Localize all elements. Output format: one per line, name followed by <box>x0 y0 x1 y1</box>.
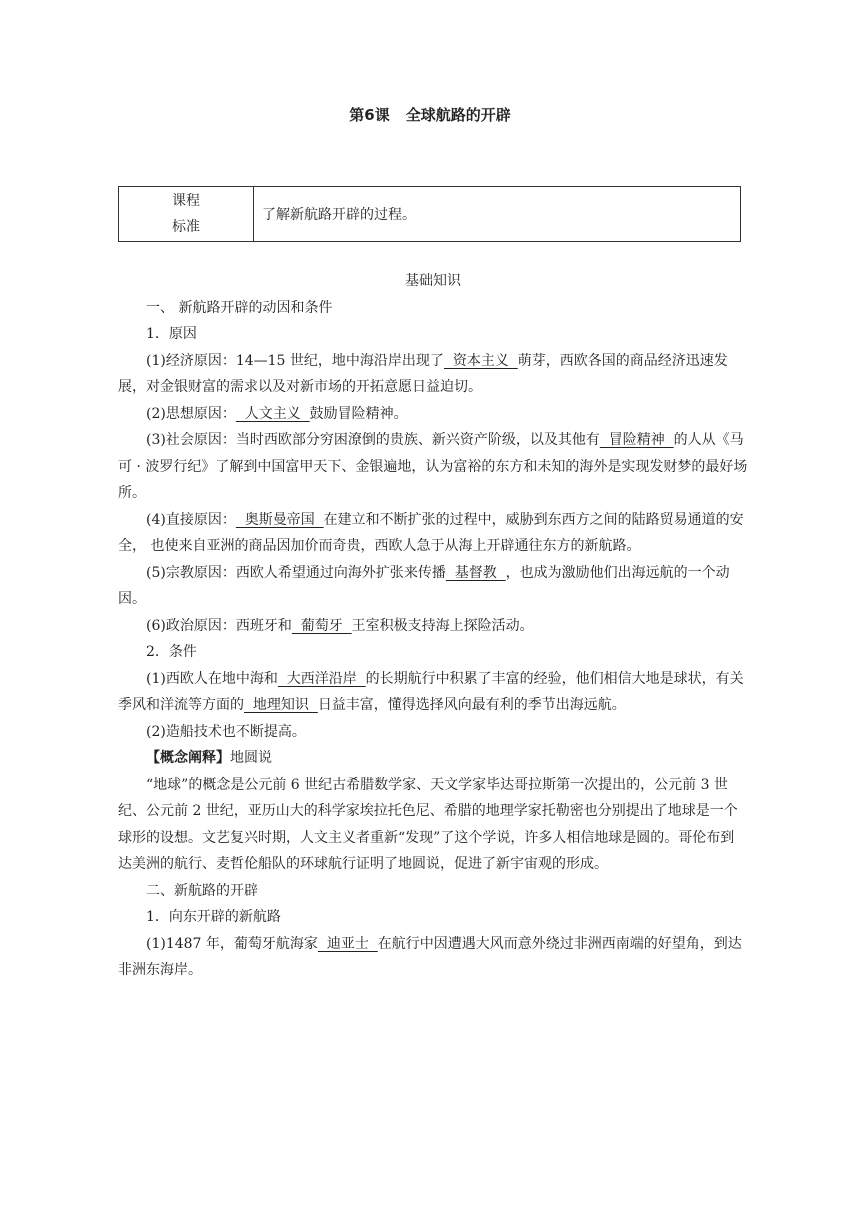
answer-blank: 葡萄牙 <box>291 617 352 634</box>
lesson-number: 第6课 <box>349 106 390 124</box>
standard-content: 了解新航路开辟的过程。 <box>254 187 741 242</box>
answer-blank: 冒险精神 <box>599 432 674 448</box>
curriculum-standard-table <box>118 186 741 242</box>
paragraph-economic: (1)经济原因：14—15 世纪，地中海沿岸出现了 资本主义 萌芽，西欧各国的商品经济迅速发展，对金银财富的需求以及对新市场的开拓意愿日益迫切。 <box>118 352 728 395</box>
lesson-title <box>0 104 860 125</box>
answer-blank: 基督教 <box>445 564 506 581</box>
paragraph-religion: (5)宗教原因：西欧人希望通过向海外扩张来传播 基督教 ，也成为激励他们出海远航的一个动因。 <box>118 564 730 607</box>
answer-blank: 迪亚士 <box>317 935 378 952</box>
paragraph-ideology: (2)思想原因： 人文主义 鼓励冒险精神。 <box>146 405 408 422</box>
section-heading: 基础知识 <box>405 273 461 289</box>
document-body <box>118 268 748 984</box>
paragraph-dias: (1)1487 年，葡萄牙航海家 迪亚士 在航行中因遭遇大风而意外绕过非洲西南端的好望角，到达非洲东海岸。 <box>118 935 742 978</box>
answer-blank: 奥斯曼帝国 <box>235 511 324 528</box>
paragraph-social: (3)社会原因：当时西欧部分穷困潦倒的贵族、新兴资产阶级，以及其他有 冒险精神 的人从《马可 · 波罗行纪》了解到中国富甲天下、金银遍地，认为富裕的东方和未知的海外是实现发财梦的最好场所。 <box>118 432 748 501</box>
concept-heading: 【概念阐释】地圆说 <box>146 750 272 766</box>
paragraph-condition-2: (2)造船技术也不断提高。 <box>146 723 306 740</box>
paragraph-condition-1: (1)西欧人在地中海和 大西洋沿岸 的长期航行中积累了丰富的经验，他们相信大地是球状，有关季风和洋流等方面的 地理知识 日益丰富，懂得选择风向最有利的季节出海远航。 <box>118 670 744 713</box>
conditions-heading: 2．条件 <box>146 644 197 660</box>
east-route-heading: 1．向东开辟的新航路 <box>146 909 281 925</box>
answer-blank: 资本主义 <box>443 352 518 369</box>
paragraph-direct: (4)直接原因： 奥斯曼帝国 在建立和不断扩张的过程中，威胁到东西方之间的陆路贸易通道的安全， 也使来自亚洲的商品因加价而奇贵，西欧人急于从海上开辟通往东方的新航路。 <box>118 511 744 554</box>
causes-heading: 1．原因 <box>146 326 197 342</box>
answer-blank: 地理知识 <box>244 697 318 713</box>
lesson-name: 全球航路的开辟 <box>405 106 511 124</box>
standard-label: 课程 标准 <box>119 187 254 242</box>
answer-blank: 大西洋沿岸 <box>277 670 366 687</box>
part1-heading: 一、 新航路开辟的动因和条件 <box>146 299 333 316</box>
concept-paragraph: “地球”的概念是公元前 6 世纪古希腊数学家、天文学家毕达哥拉斯第一次提出的，公元前 3 世纪、公元前 2 世纪，亚历山大的科学家埃拉托色尼、希腊的地理学家托勒密也分别提出了地球是一个球形的设想。文艺复兴时期，人文主义者重新“发现”了这个学说，许多人相信地球是圆的。哥伦布到达美洲的航行、麦哲伦船队的环球航行证明了地圆说，促进了新宇宙观的形成。 <box>118 776 738 872</box>
paragraph-political: (6)政治原因：西班牙和 葡萄牙 王室积极支持海上探险活动。 <box>146 617 534 634</box>
answer-blank: 人文主义 <box>235 405 310 422</box>
part2-heading: 二、新航路的开辟 <box>146 882 258 899</box>
